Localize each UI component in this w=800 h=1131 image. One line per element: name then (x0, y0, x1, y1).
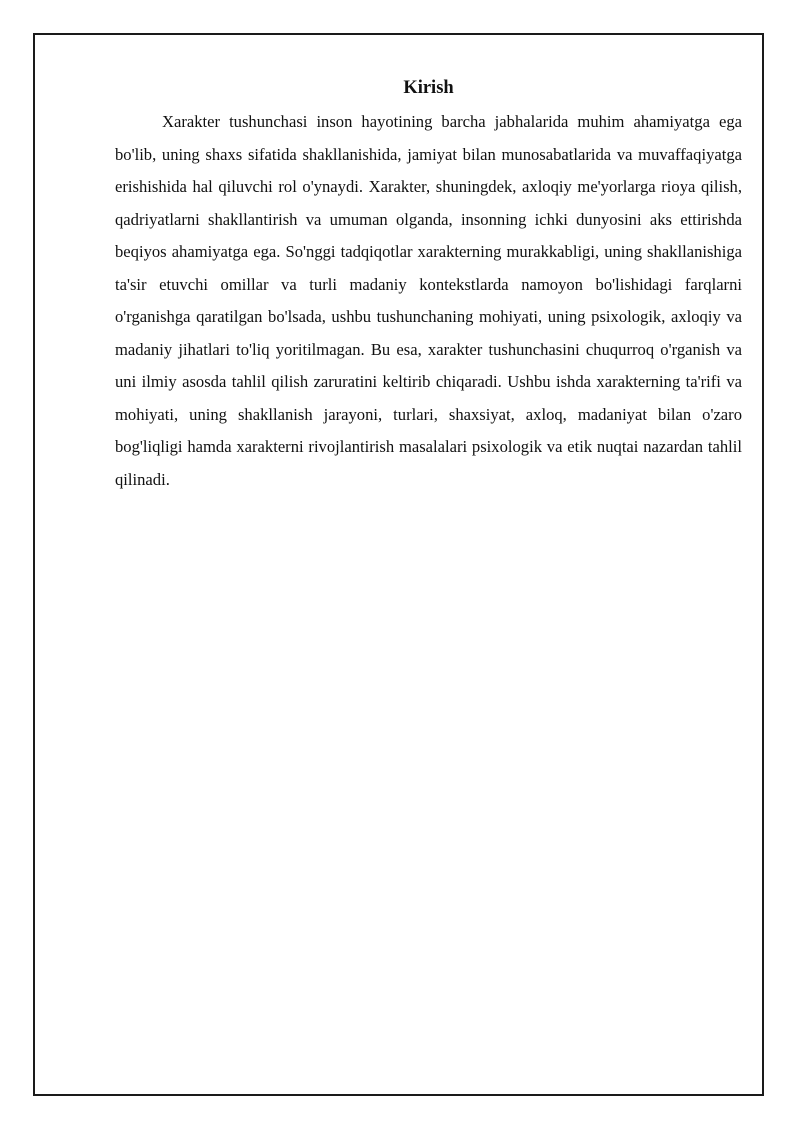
document-body (115, 74, 742, 496)
section-title: Kirish (403, 78, 454, 98)
intro-paragraph: Xarakter tushunchasi inson hayotining barcha jabhalarida muhim ahamiyatga ega bo'lib, uning shaxs sifatida shakllanishida, jamiyat bilan munosabatlarida va muvaffaqiyatga erishishida hal qiluvchi rol o'ynaydi. Xarakter, shuningdek, axloqiy me'yorlarga rioya qilish, qadriyatlarni shakllantirish va umuman olganda, insonning ichki dunyosini aks ettirishda beqiyos ahamiyatga ega. So'nggi tadqiqotlar xarakterning murakkabligi, uning shakllanishiga ta'sir etuvchi omillar va turli madaniy kontekstlarda namoyon bo'lishidagi farqlarni o'rganishga qaratilgan bo'lsada, ushbu tushunchaning mohiyati, uning psixologik, axloqiy va madaniy jihatlari to'liq yoritilmagan. Bu esa, xarakter tushunchasini chuqurroq o'rganish va uni ilmiy asosda tahlil qilish zaruratini keltirib chiqaradi. Ushbu ishda xarakterning ta'rifi va mohiyati, uning shakllanish jarayoni, turlari, shaxsiyat, axloq, madaniyat bilan o'zaro bog'liqligi hamda xarakterni rivojlantirish masalalari psixologik va etik nuqtai nazardan tahlil qilinadi. (115, 112, 742, 489)
